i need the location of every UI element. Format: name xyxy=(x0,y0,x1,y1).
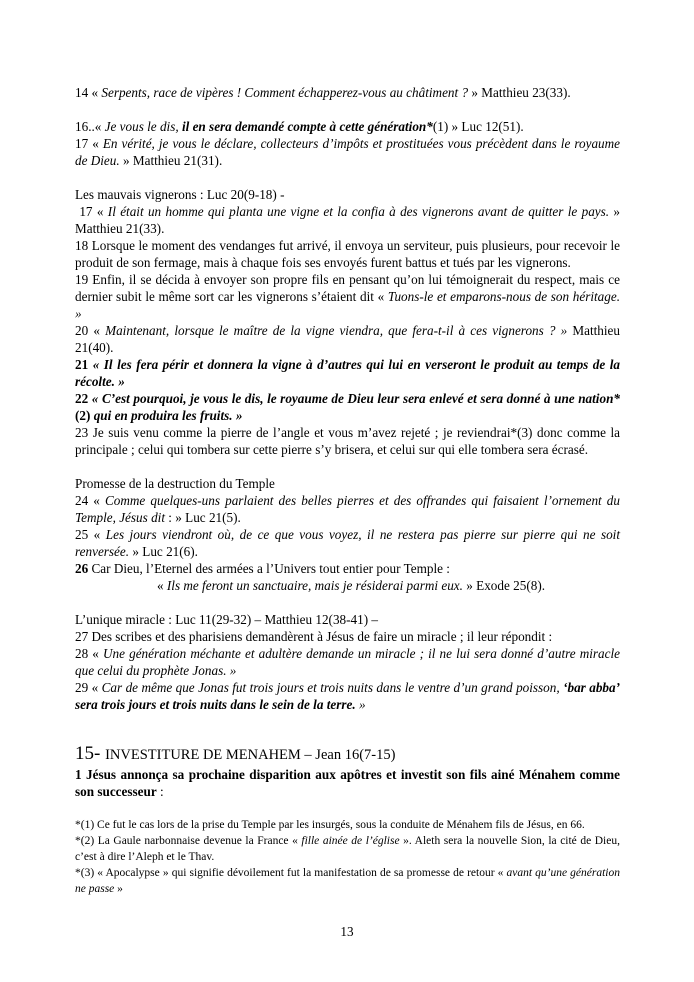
text-segment: Je vous le dis, xyxy=(104,119,182,134)
text-segment: » Exode 25(8). xyxy=(466,578,546,593)
verse-1 xyxy=(75,766,620,800)
text-segment: » xyxy=(355,697,366,712)
footnote-2 xyxy=(75,833,620,865)
text-segment: 1 Jésus annonça sa prochaine disparition aux apôtres et investit son fils ainé Ménahem comme son successeur xyxy=(75,767,620,799)
text-segment: 17 « xyxy=(75,136,103,151)
text-segment: 21 xyxy=(75,357,93,372)
verse-19 xyxy=(75,271,620,322)
text-segment: Une génération méchante et adultère demande un miracle ; il ne lui sera donné d’autre miracle que celui du prophète Jonas. » xyxy=(75,646,620,678)
text-segment: « Il les fera périr et donnera la vigne à d’autres qui lui en verseront le produit au temps de la récolte. » xyxy=(75,357,620,389)
text-segment: *(3) « Apocalypse » qui signifie dévoilement fut la manifestation de sa promesse de retour « xyxy=(75,867,507,879)
text-segment: » Matthieu 21(31). xyxy=(122,153,223,168)
text-segment: Car de même que Jonas fut trois jours et trois nuits dans le ventre d’un grand poisson, xyxy=(101,680,564,695)
text-segment: L’unique miracle : Luc 11(29-32) – Matthieu 12(38-41) – xyxy=(75,612,378,627)
section-unique-miracle xyxy=(75,611,620,628)
text-segment: 18 Lorsque le moment des vendanges fut arrivé, il envoya un serviteur, puis plusieurs, pour recevoir le produit de son fermage, mais à chaque fois ses envoyés furent battus et tués par les vignerons. xyxy=(75,238,620,270)
verse-23 xyxy=(75,424,620,458)
verse-28 xyxy=(75,645,620,679)
text-segment: Il était un homme qui planta une vigne et la confia à des vignerons avant de quitter le pays. xyxy=(107,204,614,219)
verse-20 xyxy=(75,322,620,356)
verse-25 xyxy=(75,526,620,560)
section-mauvais-vignerons xyxy=(75,186,620,203)
verse-27 xyxy=(75,628,620,645)
text-segment: » Luc 21(6). xyxy=(132,544,198,559)
text-segment: qui en produira les fruits. » xyxy=(93,408,243,423)
text-segment: fille ainée de l’église xyxy=(301,835,400,847)
text-segment: il en sera demandé compte à cette génération* xyxy=(181,119,433,134)
text-segment: *(2) La Gaule narbonnaise devenue la France « xyxy=(75,835,302,847)
section-destruction-temple xyxy=(75,475,620,492)
verse-17b xyxy=(75,203,620,237)
verse-22 xyxy=(75,390,620,424)
text-segment: Maintenant, lorsque le maître de la vigne viendra, que fera-t-il à ces vignerons ? » xyxy=(105,323,573,338)
text-segment: INVESTITURE DE MENAHEM – Jean 16(7-15) xyxy=(105,747,396,763)
chapter-heading xyxy=(75,743,620,766)
text-segment: Car Dieu, l’Eternel des armées a l’Univers tout entier pour Temple : xyxy=(88,561,450,576)
text-segment: 23 Je suis venu comme la pierre de l’angle et vous m’avez rejeté ; je reviendrai*(3) donc comme la principale ; celui qui tombera sur cette pierre s’y brisera, et celui sur qui elle tombera sera écrasé. xyxy=(75,425,620,457)
verse-14 xyxy=(75,84,620,101)
verse-21 xyxy=(75,356,620,390)
text-segment: Matthieu 21(40). xyxy=(75,323,620,355)
text-segment: : xyxy=(156,784,164,799)
text-segment: 26 xyxy=(75,561,89,576)
text-segment: 20 « xyxy=(75,323,106,338)
footnote-3 xyxy=(75,865,620,897)
text-segment: Comme quelques-uns parlaient des belles pierres et des offrandes qui faisaient l’ornement du Temple, Jésus dit xyxy=(75,493,620,525)
page-number: 13 xyxy=(340,924,354,939)
text-segment: (2) xyxy=(75,408,94,423)
text-segment: Les jours viendront où, de ce que vous voyez, il ne restera pas pierre sur pierre qui ne soit renversée. xyxy=(75,527,620,559)
text-segment: » Matthieu 23(33). xyxy=(471,85,571,100)
text-segment: Promesse de la destruction du Temple xyxy=(75,476,275,491)
verse-17 xyxy=(75,135,620,169)
text-segment: 28 « xyxy=(75,646,104,661)
text-segment: » xyxy=(114,883,123,895)
text-segment: 24 « xyxy=(75,493,105,508)
footnote-1 xyxy=(75,817,620,833)
text-segment: 17 « xyxy=(75,204,108,219)
text-segment: 22 xyxy=(75,391,92,406)
text-segment: 25 « xyxy=(75,527,106,542)
text-segment: avant qu’une génération ne passe xyxy=(75,867,620,895)
verse-24 xyxy=(75,492,620,526)
text-segment: 27 Des scribes et des pharisiens demandèrent à Jésus de faire un miracle ; il leur répondit : xyxy=(75,629,553,644)
verse-16 xyxy=(75,118,620,135)
text-segment: « xyxy=(157,578,167,593)
text-segment: 15- xyxy=(75,743,106,764)
text-segment: 16..« xyxy=(75,119,105,134)
text-segment: Ils me feront un sanctuaire, mais je résiderai parmi eux. xyxy=(166,578,467,593)
verse-18 xyxy=(75,237,620,271)
text-segment: Serpents, race de vipères ! Comment échapperez-vous au châtiment ? xyxy=(101,85,472,100)
text-segment: 19 Enfin, il se décida à envoyer son propre fils en pensant qu’on lui témoignerait du respect, mais ce dernier subit le même sort car les vignerons s’étaient dit « xyxy=(75,272,620,304)
text-segment: (1) » Luc 12(51). xyxy=(432,119,524,134)
text-segment: *(1) Ce fut le cas lors de la prise du Temple par les insurgés, sous la conduite de Ménahem fils de Jésus, en 66. xyxy=(75,819,585,831)
document-body xyxy=(75,84,620,897)
text-segment: Les mauvais vignerons : Luc 20(9-18) - xyxy=(75,187,285,202)
text-segment: ». Aleth sera la nouvelle Sion, la cité de Dieu, c’est à dire l’Aleph et le Thav. xyxy=(75,835,620,863)
verse-26 xyxy=(75,560,620,577)
text-segment: » Matthieu 21(33). xyxy=(75,204,621,236)
text-segment: En vérité, je vous le déclare, collecteurs d’impôts et prostituées vous précèdent dans le royaume de Dieu. xyxy=(75,136,621,168)
text-segment: : » Luc 21(5). xyxy=(165,510,241,525)
quote-exode xyxy=(75,577,620,594)
text-segment: Tuons-le et emparons-nous de son héritage. » xyxy=(75,289,620,321)
verse-29 xyxy=(75,679,620,713)
text-segment: 29 « xyxy=(75,680,102,695)
text-segment: 14 « xyxy=(75,85,102,100)
text-segment: ‘bar abba’ sera trois jours et trois nuits dans le sein de la terre. xyxy=(75,680,620,712)
text-segment: « C’est pourquoi, je vous le dis, le royaume de Dieu leur sera enlevé et sera donné à une nation* xyxy=(91,391,620,406)
